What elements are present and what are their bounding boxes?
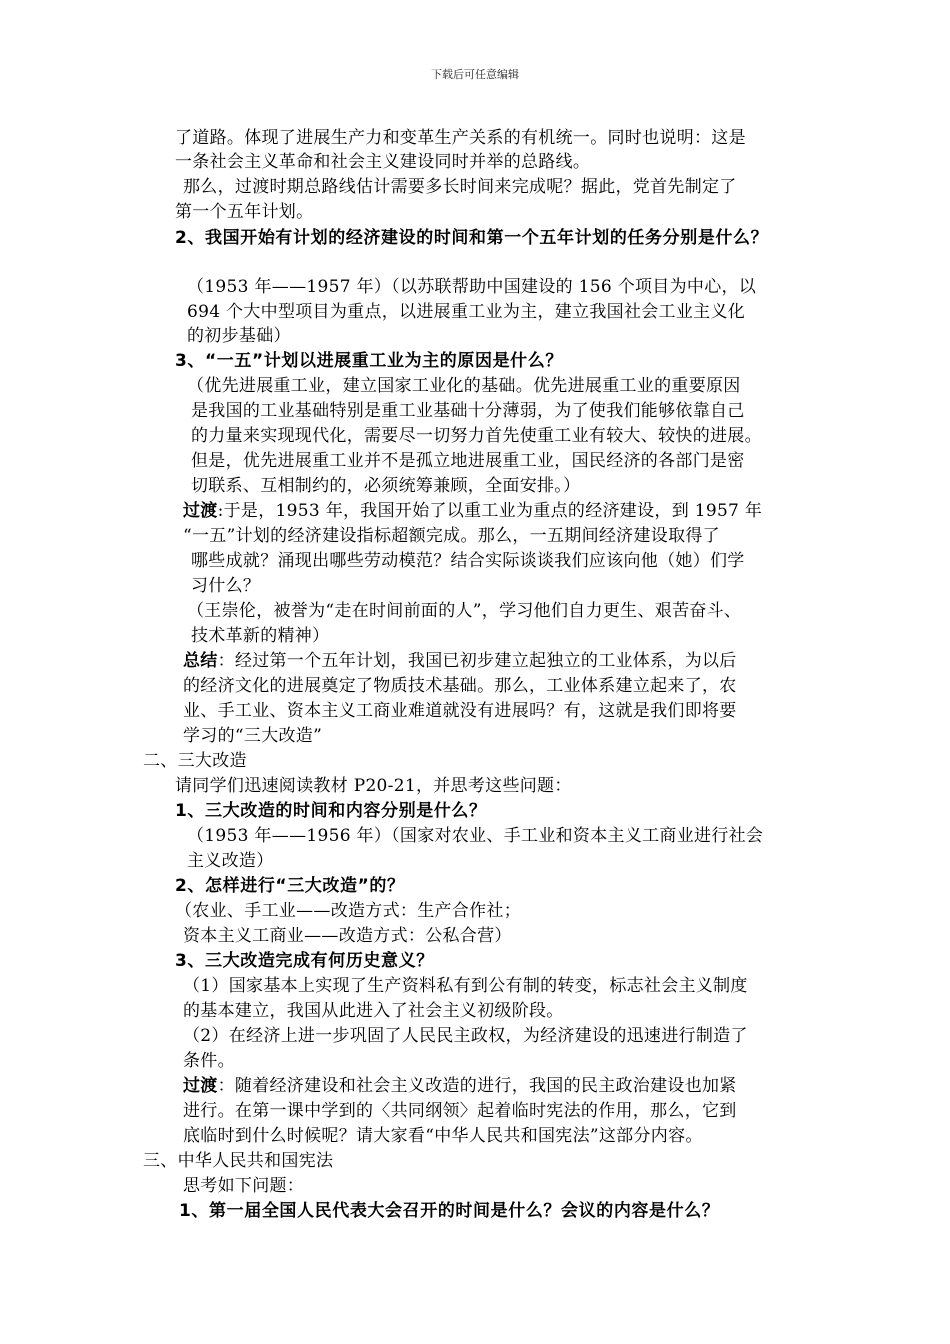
text-line: 资本主义工商业——改造方式：公私合营）	[183, 926, 512, 946]
summary-label: 总结	[183, 651, 218, 671]
question-heading: 1、第一届全国人民代表大会召开的时间是什么？会议的内容是什么？	[179, 1201, 720, 1221]
text-line	[183, 649, 737, 673]
text-line: 了道路。体现了进展生产力和变革生产关系的有机统一。同时也说明：这是	[175, 128, 746, 148]
question-heading: 1、三大改造的时间和内容分别是什么？	[175, 801, 487, 821]
text-line: 进行。在第一课中学到的〈共同纲领〉起着临时宪法的作用，那么，它到	[183, 1101, 737, 1121]
text-line	[183, 499, 762, 523]
text-line: 的经济文化的进展奠定了物质技术基础。那么，工业体系建立起来了，农	[183, 676, 737, 696]
text-line: 主义改造）	[187, 851, 274, 871]
transition-label: 过渡	[183, 501, 218, 521]
text-line: 业、手工业、资本主义工商业难道就没有进展吗？有，这就是我们即将要	[183, 701, 737, 721]
question-heading: 2、怎样进行“三大改造”的？	[175, 876, 405, 896]
text-line	[183, 1074, 737, 1098]
text-span: :于是，1953 年，我国开始了以重工业为重点的经济建设，到 1957 年	[217, 501, 763, 521]
page-header: 下载后可任意编辑	[431, 68, 519, 81]
section-heading: 三、中华人民共和国宪法	[143, 1151, 334, 1171]
text-line: （1953 年——1957 年）（以苏联帮助中国建设的 156 个项目为中心，以	[187, 277, 757, 297]
text-line: 的力量来实现现代化，需要尽一切努力首先使重工业有较大、较快的进展。	[191, 426, 762, 446]
text-line: 第一个五年计划。	[175, 202, 314, 222]
text-line: 底临时到什么时候呢？请大家看“中华人民共和国宪法”这部分内容。	[183, 1126, 703, 1146]
text-line: 的基本建立，我国从此进入了社会主义初级阶段。	[183, 1001, 564, 1021]
text-line: 哪些成就？涌现出哪些劳动模范？结合实际谈谈我们应该向他（她）们学	[191, 551, 745, 571]
text-span: ：经过第一个五年计划，我国已初步建立起独立的工业体系，为以后	[217, 651, 737, 671]
text-span: ：随着经济建设和社会主义改造的进行，我国的民主政治建设也加紧	[217, 1076, 737, 1096]
question-heading: 3、“一五”计划以进展重工业为主的原因是什么？	[175, 351, 563, 371]
transition-label: 过渡	[183, 1076, 218, 1096]
text-line: 一条社会主义革命和社会主义建设同时并举的总路线。	[175, 152, 591, 172]
text-line: 学习的“三大改造”	[183, 726, 323, 746]
text-line: 是我国的工业基础特别是重工业基础十分薄弱，为了使我们能够依靠自己	[191, 401, 745, 421]
text-line: （优先进展重工业，建立国家工业化的基础。优先进展重工业的重要原因	[187, 376, 741, 396]
text-line: 请同学们迅速阅读教材 P20-21，并思考这些问题：	[175, 776, 572, 796]
text-line: 思考如下问题：	[183, 1176, 305, 1196]
text-line: 但是，优先进展重工业并不是孤立地进展重工业，国民经济的各部门是密	[191, 451, 745, 471]
text-line: （农业、手工业——改造方式：生产合作社；	[175, 901, 521, 921]
text-line: （王崇伦，被誉为“走在时间前面的人”，学习他们自力更生、艰苦奋斗、	[187, 601, 742, 621]
question-heading: 3、三大改造完成有何历史意义？	[175, 951, 434, 971]
text-line: 技术革新的精神）	[191, 626, 330, 646]
text-line: 的初步基础）	[187, 326, 291, 346]
text-line: 694 个大中型项目为重点，以进展重工业为主，建立我国社会工业主义化	[187, 302, 746, 322]
text-line: （1953 年——1956 年）（国家对农业、手工业和资本主义工商业进行社会	[187, 826, 764, 846]
text-line: “一五”计划的经济建设指标超额完成。那么，一五期间经济建设取得了	[183, 526, 720, 546]
question-heading: 2、我国开始有计划的经济建设的时间和第一个五年计划的任务分别是什么？	[175, 228, 769, 248]
text-line: （1）国家基本上实现了生产资料私有到公有制的转变，标志社会主义制度	[183, 976, 748, 996]
text-line: 那么，过渡时期总路线估计需要多长时间来完成呢？据此，党首先制定了	[183, 177, 737, 197]
section-heading: 二、三大改造	[143, 751, 247, 771]
text-line: （2）在经济上进一步巩固了人民民主政权，为经济建设的迅速进行制造了	[183, 1026, 748, 1046]
text-line: 切联系、互相制约的，必须统筹兼顾，全面安排。）	[191, 476, 581, 496]
text-line: 条件。	[183, 1051, 235, 1071]
text-line: 习什么？	[191, 576, 261, 596]
